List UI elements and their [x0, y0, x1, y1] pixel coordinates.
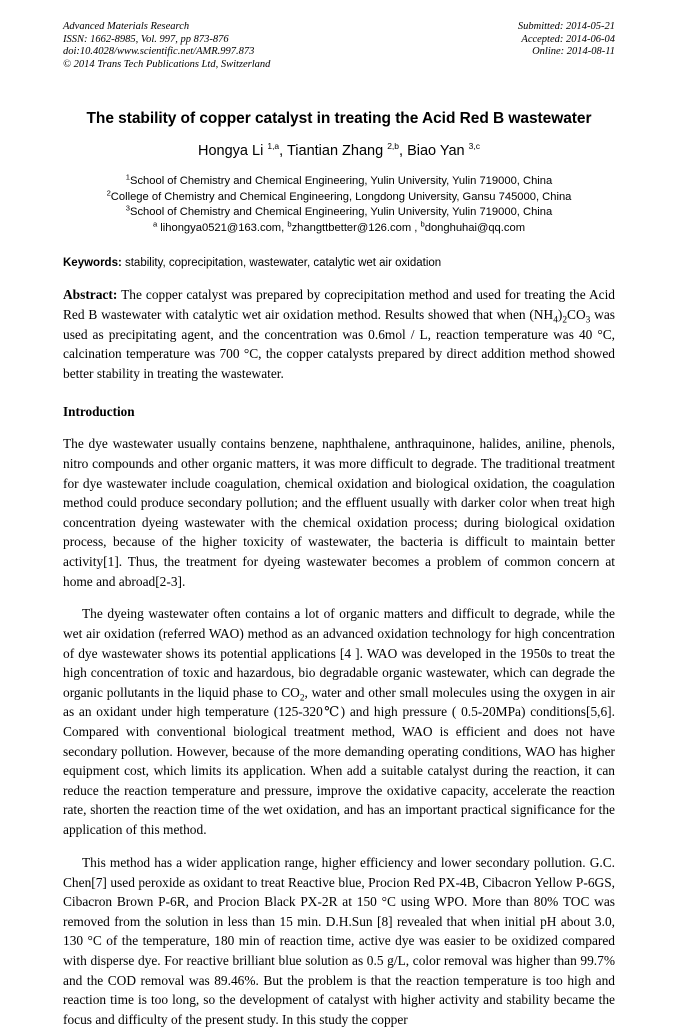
- abstract-text-part-4: was used as precipitating agent, and the concentration was 0.6mol / L, reaction temperature was 40 °C, calcination temperature was 700 °C, the copper catalysts prepared by direct addition method showed better stability in treating the wastewater.: [63, 306, 615, 381]
- date-accepted: Accepted: 2014-06-04: [521, 33, 615, 45]
- abstract-text-part-2: ): [557, 306, 563, 322]
- running-header: [63, 0, 615, 81]
- email-marker: b: [420, 219, 425, 229]
- affiliation-marker: 2: [106, 187, 111, 197]
- journal-doi: doi:10.4028/www.scientific.net/AMR.997.873: [63, 46, 255, 58]
- email-marker: a: [152, 219, 158, 229]
- paper-title: The stability of copper catalyst in treating the Acid Red B wastewater: [86, 110, 592, 127]
- section-heading-introduction: Introduction: [63, 404, 135, 420]
- paragraph-1: The dye wastewater usually contains benzene, naphthalene, anthraquinone, halides, aniline, phenols, nitro compounds and other organic matters, it was more difficult to degrade. The traditional treatment for dye wastewater include coagulation, chemical oxidation and biological oxidation, the coagulation method could produce secondary pollution; and the effluent usually with darker color when treat high concentration dyeing wastewater with the chemical oxidation process; during biological oxidation process, because of the higher toxicity of wastewater, the bacteria is difficult to maintain better activity[1]. Thus, the treatment for dyeing wastewater becomes a problem of common concern at home and abroad[2-3].: [63, 436, 615, 589]
- abstract-text-part-1: The copper catalyst was prepared by coprecipitation method and used for treating the Acid Red B wastewater with catalytic wet air oxidation method. Results showed that when (NH: [63, 287, 615, 322]
- journal-copyright: © 2014 Trans Tech Publications Ltd, Switzerland: [63, 58, 271, 70]
- abstract-block: [63, 285, 615, 383]
- author-affiliation-marker: 3,c: [468, 141, 480, 152]
- abstract-text-part-3: CO: [567, 306, 586, 322]
- author-name: Biao Yan: [407, 143, 465, 159]
- email-address[interactable]: donghuhai@qq.com: [424, 221, 526, 234]
- formula-subscript: 3: [585, 315, 591, 326]
- affiliation-list: [63, 174, 615, 236]
- journal-dates-right: [518, 21, 615, 59]
- affiliation-text: School of Chemistry and Chemical Engineering, Yulin University, Yulin 719000, China: [129, 175, 553, 187]
- keywords-line: [63, 255, 615, 271]
- affiliation-marker: 3: [125, 203, 130, 213]
- affiliation-text: School of Chemistry and Chemical Engineering, Yulin University, Yulin 719000, China: [129, 206, 553, 219]
- email-address[interactable]: lihongya0521@163.com,: [157, 221, 285, 234]
- author-emails: [63, 221, 615, 237]
- keywords-value: stability, coprecipitation, wastewater, catalytic wet air oxidation: [121, 257, 442, 270]
- affiliation-marker: 1: [125, 172, 130, 182]
- author-name: Tiantian Zhang: [286, 143, 384, 159]
- affiliation-item: [63, 205, 615, 221]
- keywords-label: Keywords:: [63, 257, 122, 270]
- email-address[interactable]: zhangttbetter@126.com ,: [291, 221, 418, 234]
- paragraph-2-part-2: , water and other small molecules using the oxygen in air as an oxidant under high temperature (125-320℃) and high pressure ( 0.5-20MPa) conditions[5,6]. Compared with conventional biological treatment method, WAO is efficient and does not have secondary pollution. However, because of the more demanding operating conditions, WAO has higher equipment cost, which limits its application. When add a suitable catalyst during the reaction, it can reduce the reaction temperature and pressure, improve the oxidative capacity, accelerate the reaction rate, shorten the reaction time of the wet oxidation, and has an important practical significance for the application of this method.: [63, 684, 615, 838]
- paragraph-2-part-1: The dyeing wastewater often contains a lot of organic matters and difficult to degrade, while the wet air oxidation (referred WAO) method as an advanced oxidation technology for high concentration of dye wastewater shows its potential applications [4 ]. WAO was developed in the 1950s to treat the high concentration of toxic and hazardous, bio degradable organic wastewater, which can degrade the organic pollutants in the liquid phase to CO: [63, 606, 615, 700]
- affiliation-text: College of Chemistry and Chemical Engineering, Longdong University, Gansu 745000, China: [110, 190, 572, 203]
- formula-subscript: 2: [562, 315, 568, 326]
- affiliation-item: [63, 187, 615, 206]
- formula-subscript: 2: [299, 693, 305, 704]
- journal-issn-volume: ISSN: 1662-8985, Vol. 997, pp 873-876: [63, 33, 229, 45]
- paragraph-2: [63, 604, 615, 839]
- author-affiliation-marker: 1,a: [267, 141, 280, 152]
- affiliation-item: [63, 174, 615, 190]
- journal-metadata-left: [63, 21, 270, 71]
- formula-subscript: 4: [553, 315, 558, 326]
- date-submitted: Submitted: 2014-05-21: [517, 21, 615, 32]
- journal-name: Advanced Materials Research: [63, 21, 190, 32]
- abstract-label: Abstract:: [63, 287, 118, 303]
- author-name: Hongya Li: [198, 143, 264, 159]
- paper-page: [63, 0, 615, 1027]
- date-online: Online: 2014-08-11: [532, 46, 615, 58]
- author-affiliation-marker: 2,b: [387, 141, 400, 152]
- email-marker: b: [287, 219, 292, 229]
- paragraph-3: This method has a wider application range, higher efficiency and lower secondary pollution. G.C. Chen[7] used peroxide as oxidant to treat Reactive blue, Procion Red PX-4B, Cibacron Yellow P-6GS, Cibacron Brown P-6R, and Procion Black PX-2R at 150 °C using WPO. More than 80% TOC was removed from the solution in less than 15 min. D.H.Sun [8] revealed that when initial pH about 3.0, 130 °C of the temperature, 180 min of reaction time, active dye was easier to be oxidized compared with disperse dye. For reactive brilliant blue solution as 0.5 g/L, color removal was higher than 99.7% and the COD removal was 89.46%. But the problem is that the reaction temperature is too high and reaction time is too long, so the development of catalyst with higher activity and stability became the focus and difficulty of the present study. In this study the copper: [63, 855, 615, 1027]
- author-list: Hongya Li $^{1,a}$, Tiantian Zhang $^{2,b}$, Biao Yan $^{3,c}$: [198, 141, 480, 159]
